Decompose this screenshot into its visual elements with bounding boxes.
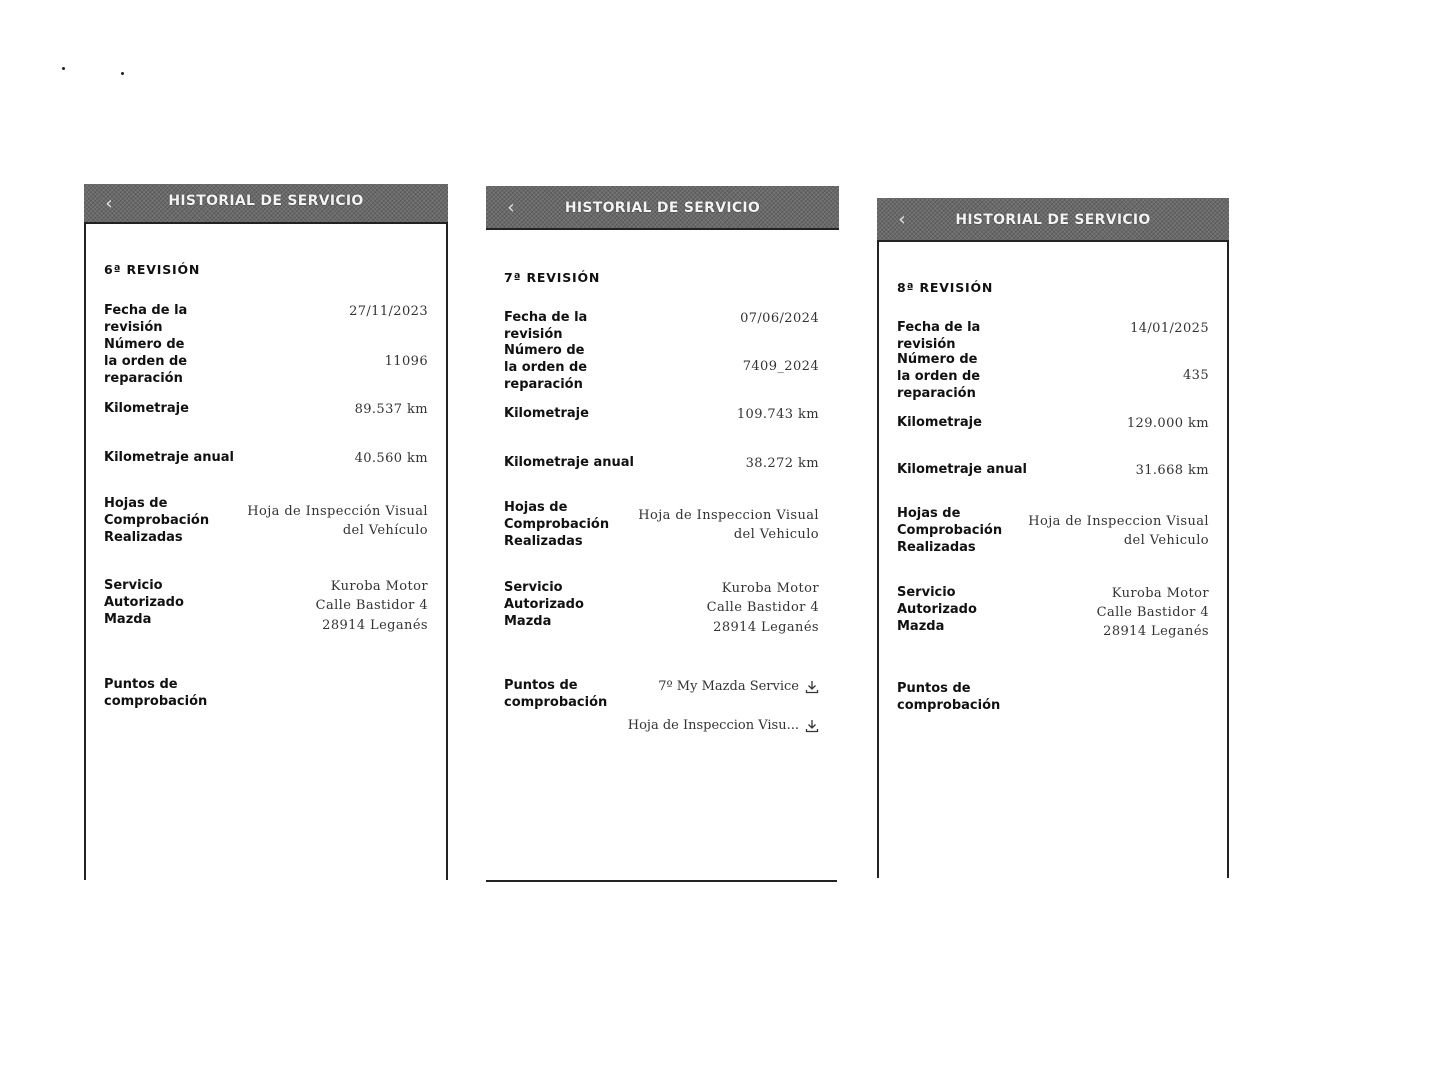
panel-border-right: [1227, 242, 1229, 878]
fecha-value: 07/06/2024: [740, 311, 819, 326]
scan-speck: [121, 72, 124, 75]
kilometraje-anual-value: 40.560 km: [354, 451, 428, 466]
download-link-label: 7º My Mazda Service: [658, 679, 799, 694]
servicio-label: Servicio Autorizado Mazda: [504, 580, 584, 629]
header-title: HISTORIAL DE SERVICIO: [955, 212, 1151, 228]
puntos-label: Puntos de comprobación: [897, 681, 1001, 713]
header-title: HISTORIAL DE SERVICIO: [564, 200, 761, 216]
service-panel-7: [486, 186, 839, 882]
fecha-value: 27/11/2023: [349, 304, 428, 319]
hojas-value: Hoja de Inspeccion Visual del Vehiculo: [1028, 514, 1209, 548]
servicio-label: Servicio Autorizado Mazda: [104, 578, 184, 627]
kilometraje-label: Kilometraje: [104, 401, 189, 416]
kilometraje-value: 129.000 km: [1126, 416, 1209, 431]
kilometraje-anual-label: Kilometraje anual: [504, 455, 634, 470]
servicio-line2: Calle Bastidor 4: [315, 598, 428, 613]
download-link-label: Hoja de Inspeccion Visu...: [627, 718, 799, 733]
servicio-line1: Kuroba Motor: [1111, 586, 1209, 601]
fecha-label: Fecha de la revisión: [504, 310, 588, 342]
fecha-label: Fecha de la revisión: [104, 303, 188, 335]
panel-header: [486, 186, 839, 230]
panel-border-bottom: [486, 880, 837, 882]
panel-header: [877, 198, 1229, 242]
service-panel-8: [877, 198, 1229, 878]
kilometraje-anual-label: Kilometraje anual: [104, 450, 234, 465]
servicio-line3: 28914 Leganés: [322, 618, 428, 633]
panel-border-right: [446, 224, 448, 880]
download-icon: [805, 719, 819, 733]
numero-label: Número de la orden de reparación: [897, 352, 981, 401]
numero-label: Número de la orden de reparación: [504, 343, 588, 392]
hojas-label: Hojas de Comprobación Realizadas: [897, 506, 1003, 555]
kilometraje-label: Kilometraje: [897, 415, 982, 430]
kilometraje-anual-label: Kilometraje anual: [897, 462, 1027, 477]
numero-label: Número de la orden de reparación: [104, 337, 188, 386]
servicio-line2: Calle Bastidor 4: [1096, 605, 1209, 620]
servicio-line2: Calle Bastidor 4: [706, 600, 819, 615]
kilometraje-value: 89.537 km: [354, 402, 428, 417]
servicio-label: Servicio Autorizado Mazda: [897, 585, 977, 634]
panel-border-left: [877, 242, 879, 878]
hojas-label: Hojas de Comprobación Realizadas: [104, 496, 210, 545]
servicio-line3: 28914 Leganés: [1103, 624, 1209, 639]
download-icon: [805, 680, 819, 694]
revision-title: 6ª REVISIÓN: [104, 262, 201, 277]
kilometraje-value: 109.743 km: [736, 407, 819, 422]
kilometraje-anual-value: 31.668 km: [1135, 463, 1209, 478]
puntos-label: Puntos de comprobación: [504, 678, 608, 710]
puntos-label: Puntos de comprobación: [104, 677, 208, 709]
revision-title: 8ª REVISIÓN: [897, 280, 994, 295]
fecha-label: Fecha de la revisión: [897, 320, 981, 352]
numero-value: 435: [1182, 368, 1209, 383]
service-panel-6: [84, 184, 448, 880]
hojas-value: Hoja de Inspeccion Visual del Vehiculo: [638, 508, 819, 542]
panel-border-left: [84, 224, 86, 880]
chevron-left-icon[interactable]: ‹: [898, 208, 906, 230]
scan-speck: [62, 67, 65, 70]
kilometraje-anual-value: 38.272 km: [745, 456, 819, 471]
download-link-my-mazda-service[interactable]: [658, 677, 819, 696]
download-link-hoja-inspeccion[interactable]: [628, 716, 819, 735]
fecha-value: 14/01/2025: [1130, 321, 1209, 336]
numero-value: 11096: [384, 354, 428, 369]
servicio-line3: 28914 Leganés: [713, 620, 819, 635]
chevron-left-icon[interactable]: ‹: [507, 196, 515, 218]
hojas-value: Hoja de Inspección Visual del Vehículo: [247, 504, 428, 538]
revision-title: 7ª REVISIÓN: [504, 270, 601, 285]
chevron-left-icon[interactable]: ‹: [105, 192, 113, 214]
servicio-line1: Kuroba Motor: [330, 579, 428, 594]
kilometraje-label: Kilometraje: [504, 406, 589, 421]
header-title: HISTORIAL DE SERVICIO: [168, 193, 364, 209]
panel-header: [84, 184, 448, 224]
hojas-label: Hojas de Comprobación Realizadas: [504, 500, 610, 549]
numero-value: 7409_2024: [742, 359, 819, 374]
servicio-line1: Kuroba Motor: [721, 581, 819, 596]
